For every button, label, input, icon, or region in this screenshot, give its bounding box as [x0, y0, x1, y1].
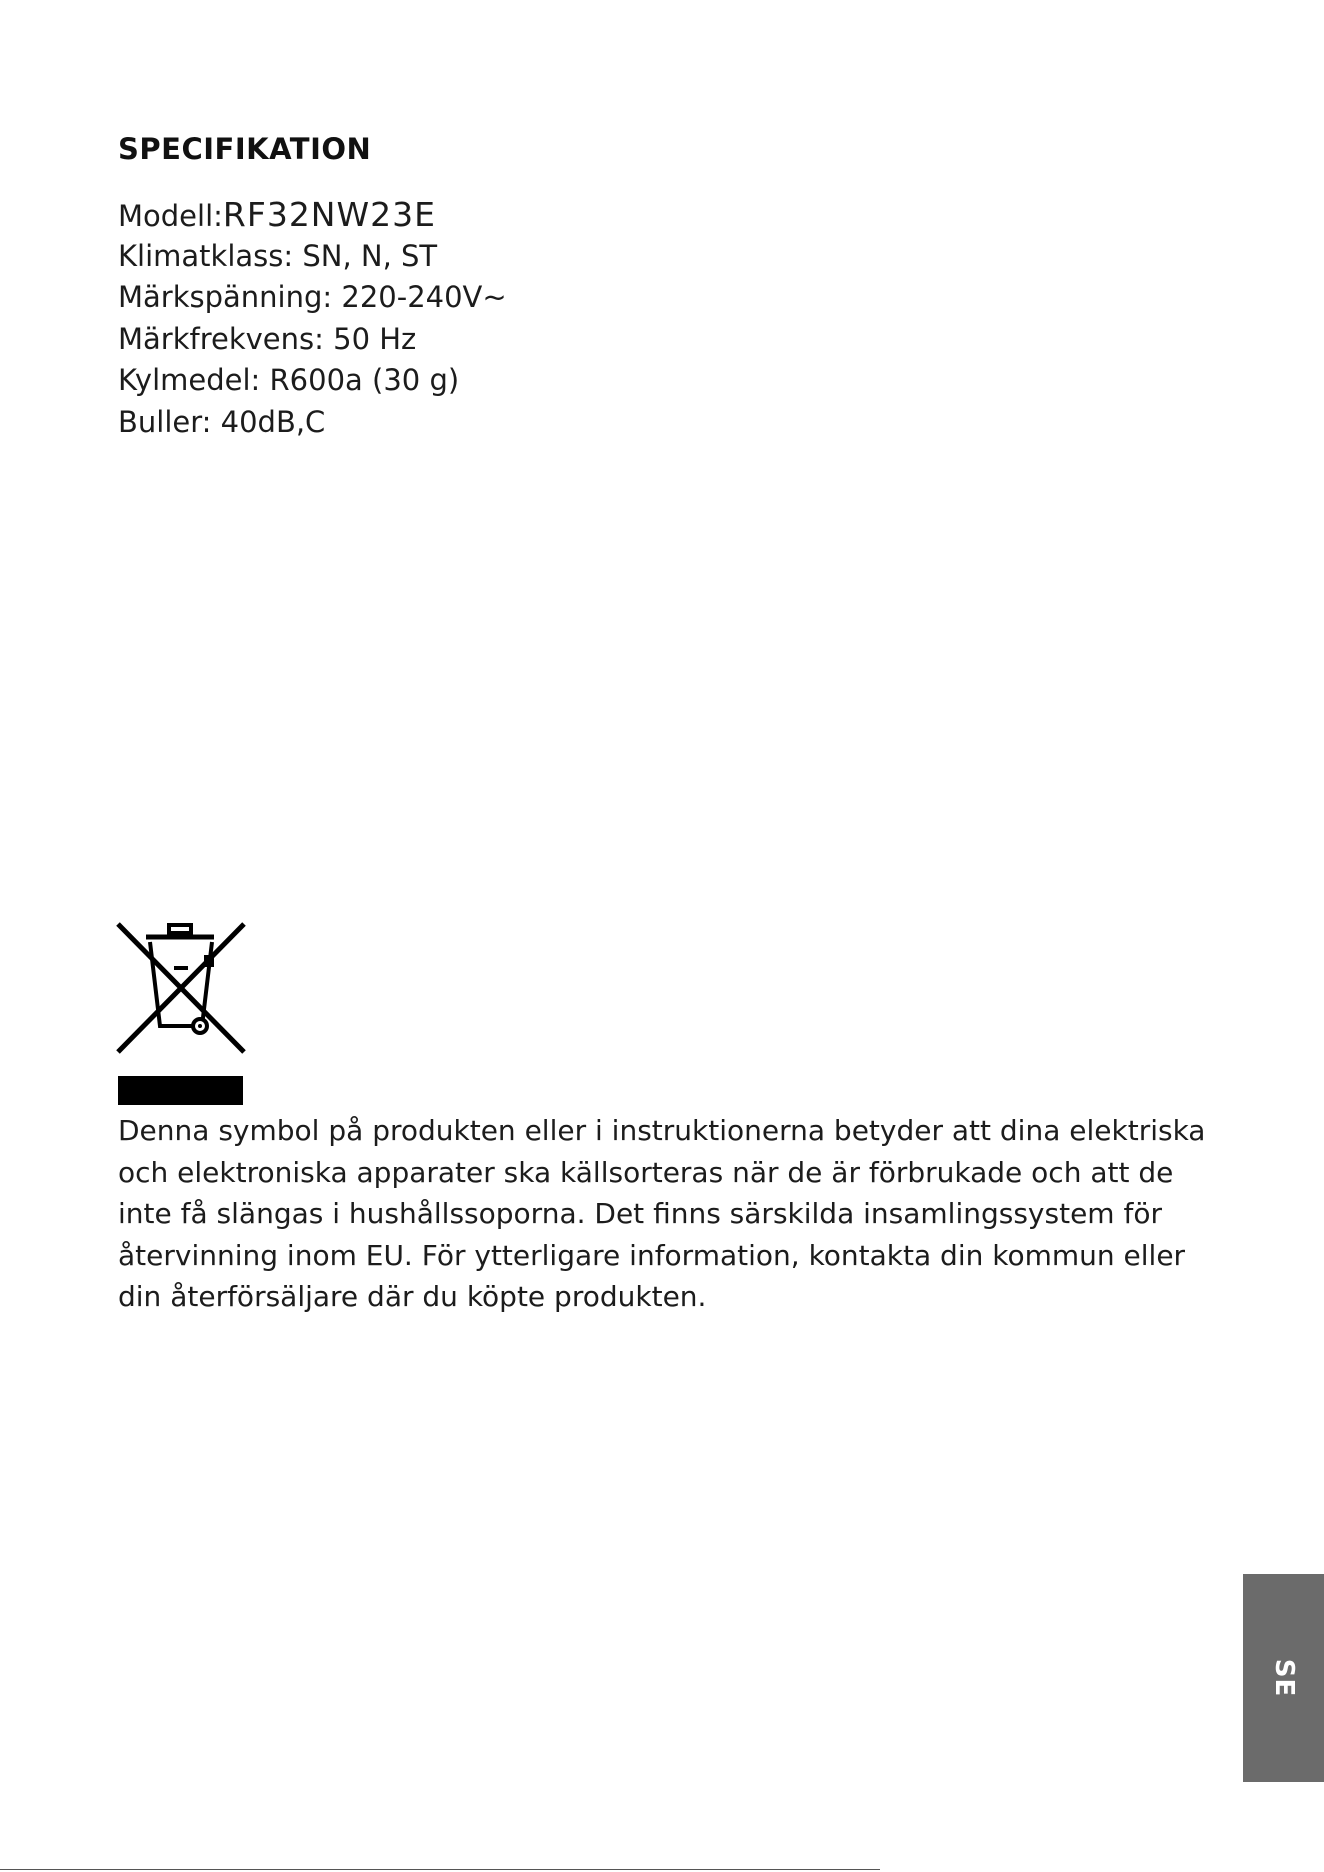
disposal-line: återvinning inom EU. För ytterligare information, kontakta din kommun eller — [118, 1238, 1186, 1272]
weee-bar — [118, 1076, 243, 1105]
disposal-line: din återförsäljare där du köpte produkten. — [118, 1280, 707, 1313]
spec-climate-class: Klimatklass: SN, N, ST — [118, 238, 438, 273]
spec-model-value: RF32NW23E — [222, 195, 436, 234]
spec-list — [118, 194, 507, 443]
spec-refrigerant: Kylmedel: R600a (30 g) — [118, 363, 460, 397]
spec-model — [118, 194, 507, 236]
spec-noise: Buller: 40dB,C — [118, 404, 326, 439]
disposal-line: Denna symbol på produkten eller i instruktionerna betyder att dina elektriska — [118, 1114, 1206, 1147]
language-tab-label: SE — [1268, 1658, 1299, 1698]
footer-rule — [0, 1869, 880, 1870]
crossed-out-wheelie-bin-icon — [116, 922, 246, 1056]
spec-model-label: Modell: — [118, 199, 223, 233]
disposal-notice — [118, 1110, 1228, 1318]
page-title: SPECIFIKATION — [118, 132, 372, 166]
language-tab — [1243, 1574, 1324, 1782]
disposal-line: och elektroniska apparater ska källsorteras när de är förbrukade och att de — [118, 1155, 1174, 1189]
spec-rated-voltage: Märkspänning: 220-240V~ — [118, 280, 507, 314]
spec-rated-frequency: Märkfrekvens: 50 Hz — [118, 321, 417, 356]
disposal-line: inte få slängas i hushållssoporna. Det finns särskilda insamlingssystem för — [118, 1197, 1162, 1230]
